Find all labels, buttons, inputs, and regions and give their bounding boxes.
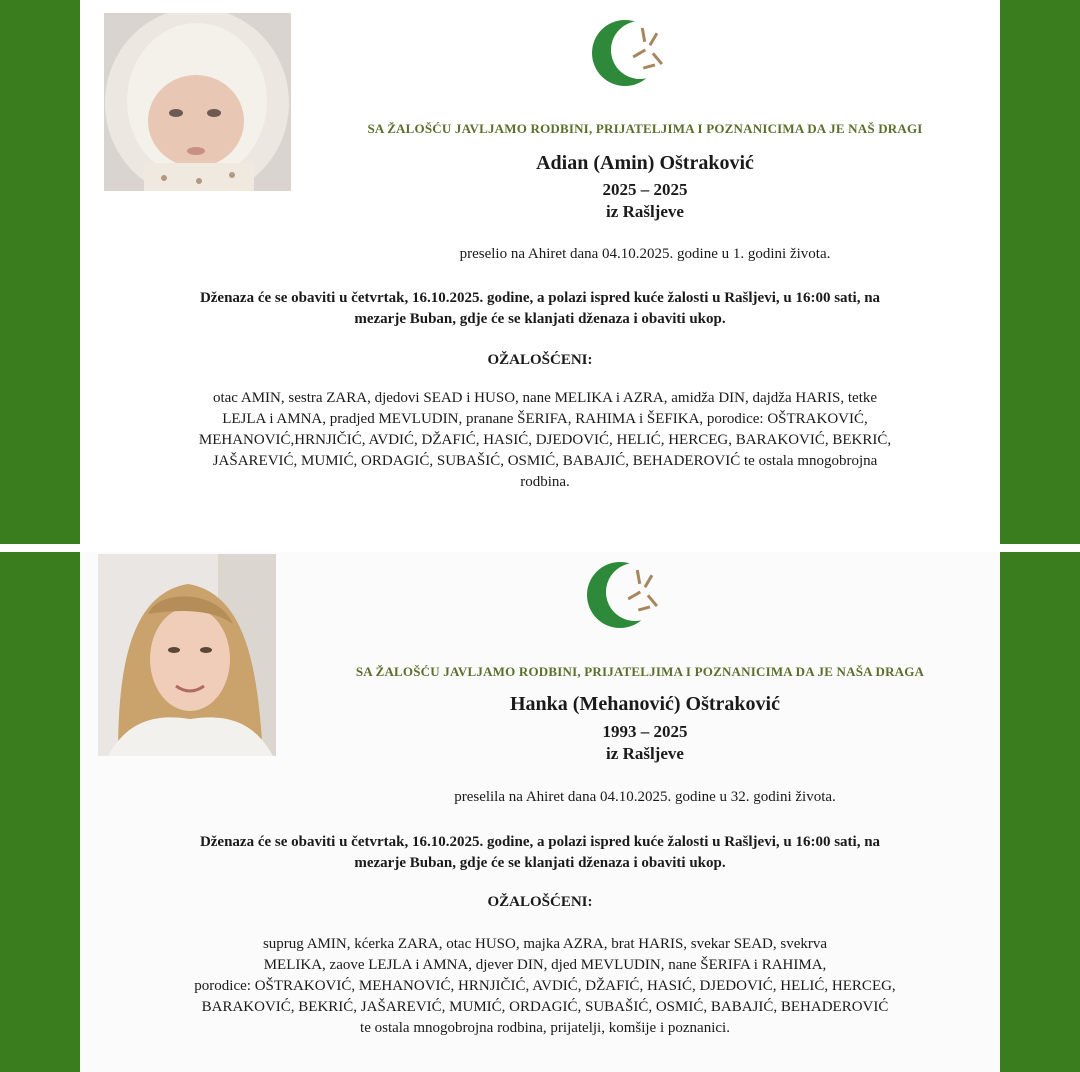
mourners-line: BARAKOVIĆ, BEKRIĆ, JAŠAREVIĆ, MUMIĆ, ORDAGIĆ, SUBAŠIĆ, OSMIĆ, BABAJIĆ, BEHADEROVIĆ: [201, 999, 889, 1015]
mourners-list: [110, 388, 980, 493]
announcement-header: SA ŽALOŠĆU JAVLJAMO RODBINI, PRIJATELJIMA I POZNANICIMA DA JE NAŠ DRAGI: [367, 121, 923, 136]
mourners-line: te ostala mnogobrojna rodbina, prijatelji, komšije i poznanici.: [360, 1020, 730, 1036]
mourners-line: JAŠAREVIĆ, MUMIĆ, ORDAGIĆ, SUBAŠIĆ, OSMIĆ, BABAJIĆ, BEHADEROVIĆ te ostala mnogobrojna: [212, 453, 878, 469]
mourners-line: MEHANOVIĆ,HRNJIČIĆ, AVDIĆ, DŽAFIĆ, HASIĆ, DJEDOVIĆ, HELIĆ, HERCEG, BARAKOVIĆ, BEKRIĆ,: [198, 432, 892, 448]
origin-place: iz Rašljeve: [606, 202, 684, 221]
section-divider: [0, 544, 1080, 552]
mourners-line: MELIKA, zaove LEJLA i AMNA, djever DIN, djed MEVLUDIN, nane ŠERIFA i RAHIMA,: [263, 957, 827, 973]
announcement-header: SA ŽALOŠĆU JAVLJAMO RODBINI, PRIJATELJIMA I POZNANICIMA DA JE NAŠA DRAGA: [355, 664, 925, 679]
origin-place: iz Rašljeve: [606, 744, 684, 763]
life-years: 1993 – 2025: [602, 722, 688, 741]
funeral-info-line: Dženaza će se obaviti u četvrtak, 16.10.2025. godine, a polazi ispred kuće žalosti u Rašljevi, u 16:00 sati, na: [199, 834, 881, 850]
funeral-info-line: mezarje Buban, gdje će se klanjati dženaza i obaviti ukop.: [354, 311, 726, 327]
life-years: 2025 – 2025: [602, 180, 688, 199]
mourners-line: porodice: OŠTRAKOVIĆ, MEHANOVIĆ, HRNJIČIĆ, AVDIĆ, DŽAFIĆ, HASIĆ, DJEDOVIĆ, HELIĆ, HERCEG,: [194, 978, 896, 994]
mourners-heading: OŽALOŠĆENI:: [487, 352, 593, 368]
funeral-info: [100, 288, 980, 330]
right-green-bar: [1000, 0, 1080, 544]
mourners-line: LEJLA i AMNA, pradjed MEVLUDIN, pranane ŠERIFA, RAHIMA i ŠEFIKA, porodice: OŠTRAKOVIĆ,: [222, 411, 868, 427]
obituary-notice-2: [0, 552, 1080, 1072]
mourners-line: suprug AMIN, kćerka ZARA, otac HUSO, majka AZRA, brat HARIS, svekar SEAD, svekrva: [262, 936, 828, 952]
mourners-heading: OŽALOŠĆENI:: [487, 894, 593, 910]
passing-statement: preselio na Ahiret dana 04.10.2025. godine u 1. godini života.: [459, 246, 831, 262]
mourners-list: [110, 934, 980, 1039]
passing-statement: preselila na Ahiret dana 04.10.2025. godine u 32. godini života.: [454, 789, 836, 805]
mourners-line: otac AMIN, sestra ZARA, djedovi SEAD i HUSO, nane MELIKA i AZRA, amidža DIN, dajdža HARIS, tetke: [212, 390, 878, 406]
funeral-info-line: Dženaza će se obaviti u četvrtak, 16.10.2025. godine, a polazi ispred kuće žalosti u Rašljevi, u 16:00 sati, na: [199, 290, 881, 306]
crescent-emblem-icon: [590, 18, 680, 93]
left-green-bar: [0, 0, 80, 544]
right-green-bar: [1000, 552, 1080, 1072]
left-green-bar: [0, 552, 80, 1072]
funeral-info-line: mezarje Buban, gdje će se klanjati dženaza i obaviti ukop.: [354, 855, 726, 871]
crescent-emblem-icon: [585, 560, 675, 635]
mourners-line: rodbina.: [520, 474, 570, 490]
deceased-name: Hanka (Mehanović) Oštraković: [510, 693, 780, 715]
funeral-info: [100, 832, 980, 874]
deceased-name: Adian (Amin) Oštraković: [536, 152, 754, 174]
